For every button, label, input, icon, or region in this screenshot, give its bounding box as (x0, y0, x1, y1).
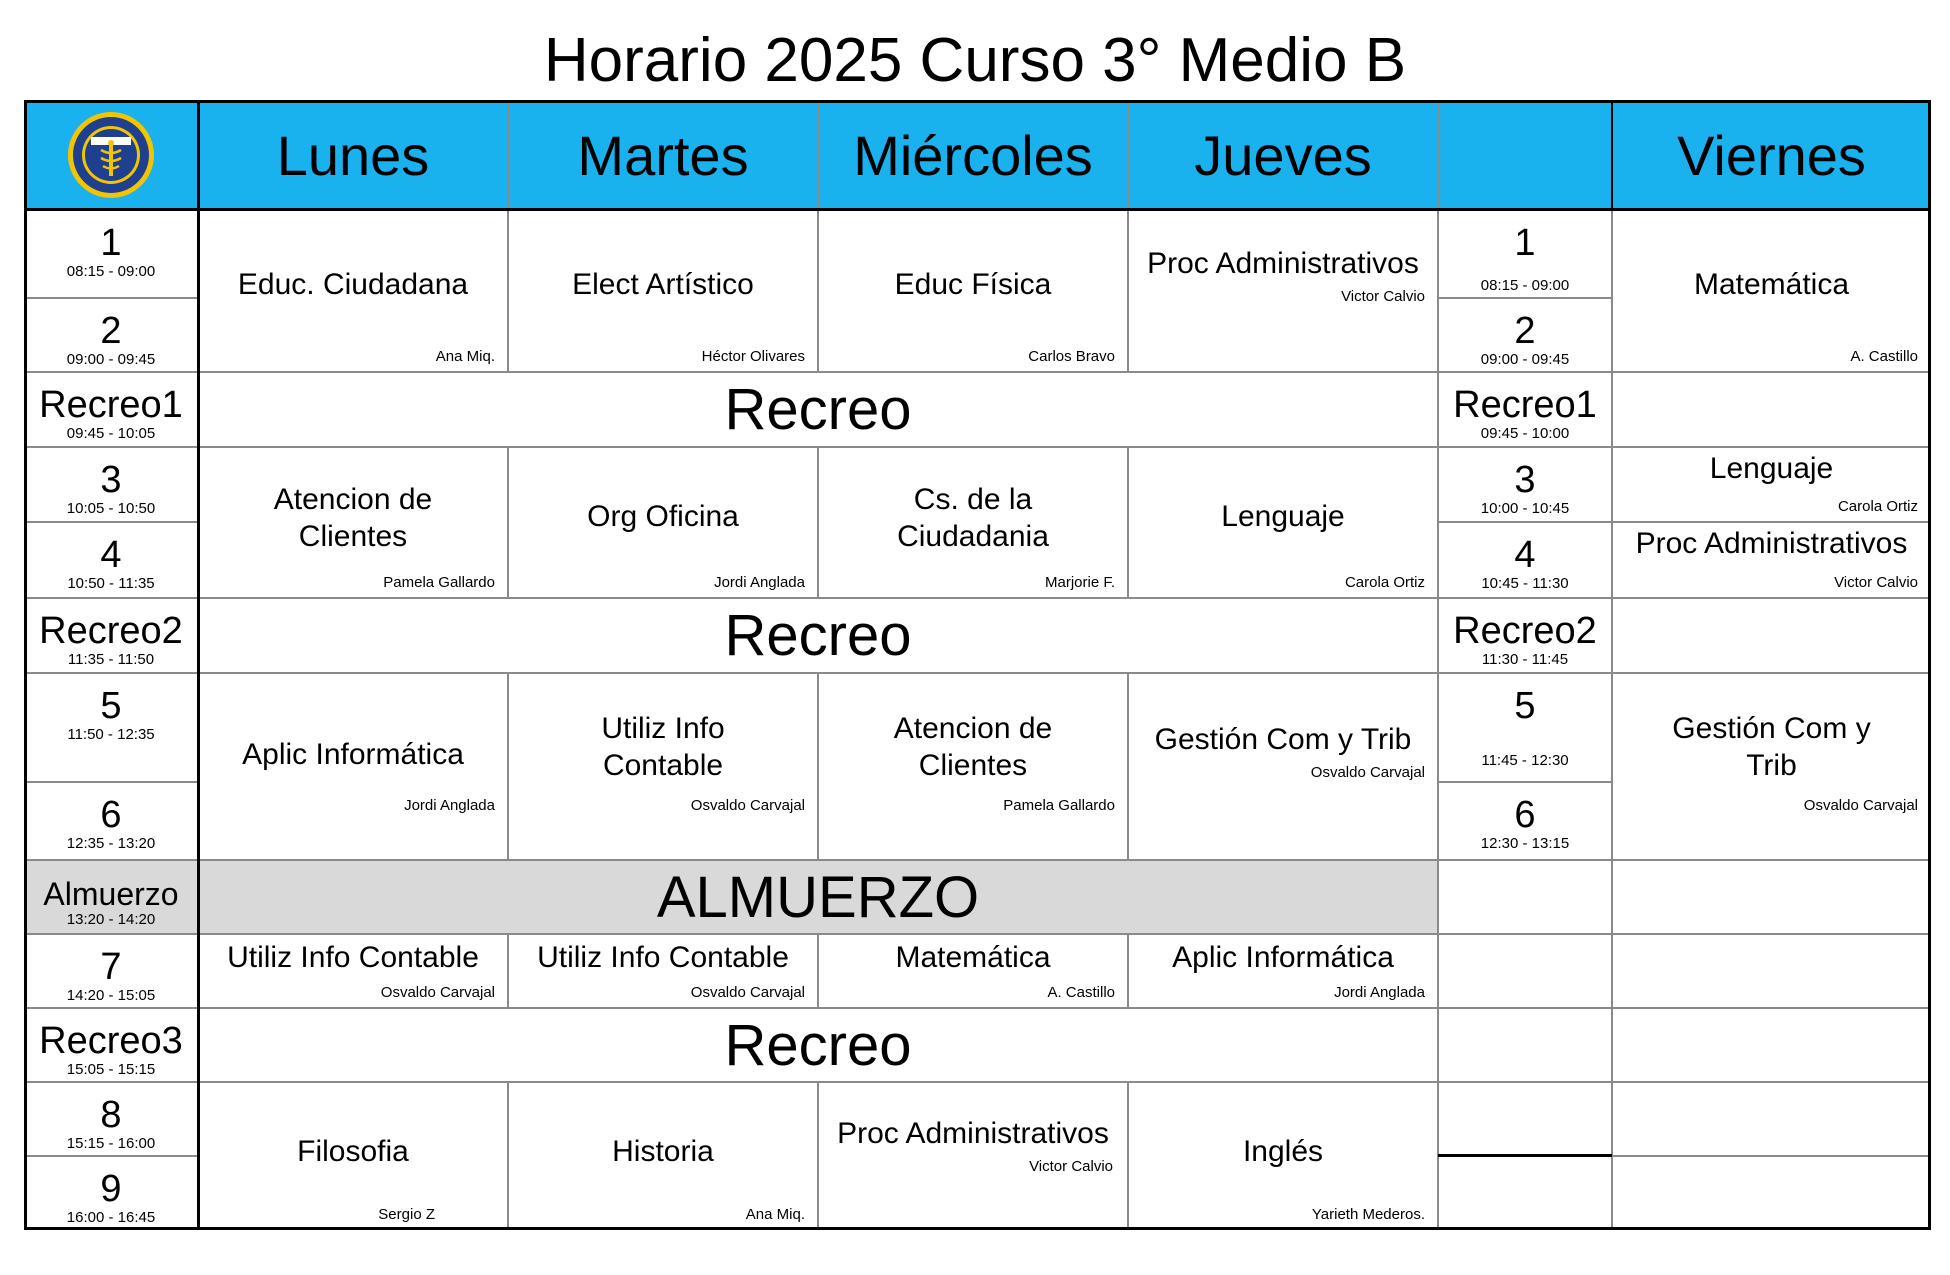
period-label: 5 (100, 685, 122, 727)
teacher-name: Carlos Bravo (1028, 348, 1115, 365)
empty-cell (1438, 1156, 1612, 1230)
period-cell (24, 298, 198, 372)
subject-name: Elect Artístico (572, 267, 754, 301)
period-cell (24, 934, 198, 1008)
subject-name: Org Oficina (587, 500, 739, 533)
schedule-table (24, 100, 1931, 1230)
empty-cell (1438, 934, 1612, 1008)
subject-name: Proc Administrativos (837, 1117, 1109, 1150)
subject-name: Educ. Ciudadana (237, 267, 469, 301)
subject-name: Educ Física (894, 267, 1052, 301)
friday-break-cell (1438, 598, 1612, 673)
teacher-name: Carola Ortiz (1344, 574, 1425, 591)
subject-name: Utiliz Info Contable (227, 941, 479, 974)
period-time: 11:35 - 11:50 (67, 651, 155, 668)
empty-cell (1612, 1082, 1931, 1156)
teacher-name: A. Castillo (1047, 984, 1115, 1001)
teacher-name: Pamela Gallardo (1003, 797, 1115, 814)
break-period-cell (24, 372, 198, 447)
class-cell-lunes (198, 447, 508, 598)
period-time: 13:20 - 14:20 (66, 911, 156, 928)
class-cell-lunes (198, 1082, 508, 1230)
class-cell-viernes (1612, 522, 1931, 598)
class-cell-miercoles (818, 210, 1128, 372)
subject-name: Aplic Informática (1172, 941, 1394, 974)
recreo-1-banner: Recreo (198, 372, 1438, 447)
divider-line (197, 100, 200, 1230)
class-cell-viernes (1612, 210, 1931, 372)
teacher-name: Jordi Anglada (714, 574, 805, 591)
period-time: 10:45 - 11:30 (1481, 575, 1569, 592)
subject-name: Filosofia (297, 1134, 409, 1168)
period-time: 11:45 - 12:30 (1481, 752, 1569, 769)
period-time: 08:15 - 09:00 (66, 263, 156, 280)
period-label: 4 (100, 534, 122, 576)
teacher-name: Sergio Z (378, 1206, 435, 1223)
teacher-name: A. Castillo (1850, 348, 1918, 365)
friday-break-cell (1438, 372, 1612, 447)
break-period-cell (24, 1008, 198, 1082)
teacher-name: Jordi Anglada (404, 797, 495, 814)
break-period-cell (24, 598, 198, 673)
class-cell-martes (508, 934, 818, 1008)
subject-name: Cs. de la Ciudadania (897, 482, 1049, 553)
period-label: 3 (1514, 459, 1536, 501)
teacher-name: Osvaldo Carvajal (690, 797, 805, 814)
subject-name: Proc Administrativos (1635, 527, 1908, 560)
period-label: 9 (100, 1168, 122, 1210)
period-label: 1 (100, 222, 122, 264)
class-cell-jueves (1128, 934, 1438, 1008)
class-cell-miercoles (818, 447, 1128, 598)
friday-period-cell (1438, 673, 1612, 782)
teacher-name: Carola Ortiz (1837, 498, 1918, 515)
subject-name: Matemática (1693, 267, 1850, 301)
class-cell-lunes (198, 210, 508, 372)
class-cell-jueves (1128, 210, 1438, 372)
period-label: Recreo3 (39, 1020, 183, 1062)
class-cell-martes (508, 210, 818, 372)
teacher-name: Victor Calvio (1834, 574, 1918, 591)
teacher-name: Ana Miq. (745, 1206, 805, 1223)
class-cell-martes (508, 1082, 818, 1230)
subject-name: Matemática (895, 941, 1051, 974)
period-time: 15:05 - 15:15 (66, 1061, 156, 1078)
period-label: 1 (1514, 222, 1536, 264)
empty-cell (1438, 860, 1612, 934)
subject-name: Lenguaje (1221, 500, 1345, 533)
teacher-name: Yarieth Mederos. (1311, 1206, 1425, 1223)
header-jueves: Jueves (1128, 100, 1438, 210)
period-time: 15:15 - 16:00 (66, 1135, 156, 1152)
teacher-name: Marjorie F. (1044, 574, 1115, 591)
class-cell-lunes (198, 673, 508, 860)
period-label: Recreo2 (39, 610, 183, 652)
period-time: 16:00 - 16:45 (66, 1209, 156, 1226)
subject-name: Gestión Com y Trib (1154, 723, 1412, 756)
header-viernes: Viernes (1612, 100, 1931, 210)
lunch-period-cell (24, 860, 198, 934)
class-cell-viernes (1612, 673, 1931, 860)
friday-period-cell (1438, 522, 1612, 598)
period-time: 09:00 - 09:45 (66, 351, 156, 368)
period-label: 3 (100, 459, 122, 501)
period-label: 7 (100, 946, 122, 988)
period-label: 6 (100, 794, 122, 836)
period-time: 12:30 - 13:15 (1480, 835, 1570, 852)
period-time: 14:20 - 15:05 (66, 987, 156, 1004)
period-label: 2 (100, 310, 122, 352)
period-label: 2 (1514, 310, 1536, 352)
period-time: 11:50 - 12:35 (67, 726, 155, 743)
period-label: Almuerzo (43, 876, 179, 912)
empty-cell (1438, 1008, 1612, 1082)
teacher-name: Osvaldo Carvajal (380, 984, 495, 1001)
period-cell (24, 522, 198, 598)
period-cell (24, 1156, 198, 1230)
empty-cell (1612, 598, 1931, 673)
period-time: 12:35 - 13:20 (66, 835, 156, 852)
teacher-name: Osvaldo Carvajal (690, 984, 805, 1001)
empty-cell (1612, 1008, 1931, 1082)
period-time: 09:45 - 10:05 (66, 425, 156, 442)
subject-name: Utiliz Info Contable (537, 941, 789, 974)
empty-cell (1612, 934, 1931, 1008)
period-time: 10:50 - 11:35 (67, 575, 155, 592)
page-title: Horario 2025 Curso 3° Medio B (543, 26, 1407, 95)
period-time: 09:45 - 10:00 (1480, 425, 1570, 442)
period-label: 4 (1514, 534, 1536, 576)
subject-name: Proc Administrativos (1147, 247, 1419, 280)
header-friday-time (1438, 100, 1612, 210)
empty-cell (1612, 860, 1931, 934)
teacher-name: Pamela Gallardo (383, 574, 495, 591)
logo-cell (24, 100, 198, 210)
teacher-name: Jordi Anglada (1334, 984, 1425, 1001)
period-time: 08:15 - 09:00 (1480, 277, 1570, 294)
period-cell (24, 782, 198, 860)
period-time: 09:00 - 09:45 (1480, 351, 1570, 368)
empty-cell (1612, 372, 1931, 447)
divider-line (1438, 1154, 1612, 1157)
period-cell (24, 447, 198, 522)
friday-period-cell (1438, 782, 1612, 860)
class-cell-martes (508, 447, 818, 598)
friday-period-cell (1438, 210, 1612, 298)
class-cell-lunes (198, 934, 508, 1008)
empty-cell (1612, 1156, 1931, 1230)
header-martes: Martes (508, 100, 818, 210)
period-cell (24, 673, 198, 782)
class-cell-jueves (1128, 447, 1438, 598)
subject-name: Atencion de Clientes (273, 482, 433, 553)
class-cell-miercoles (818, 934, 1128, 1008)
divider-line (1611, 100, 1613, 210)
recreo-3-banner: Recreo (198, 1008, 1438, 1082)
period-label: Recreo2 (1453, 610, 1597, 652)
class-cell-martes (508, 673, 818, 860)
period-time: 10:05 - 10:50 (66, 500, 156, 517)
friday-period-cell (1438, 298, 1612, 372)
subject-name: Utiliz Info Contable (601, 711, 725, 782)
class-cell-viernes (1612, 447, 1931, 522)
subject-name: Aplic Informática (242, 738, 464, 771)
class-cell-jueves (1128, 1082, 1438, 1230)
teacher-name: Victor Calvio (1341, 288, 1425, 305)
period-label: Recreo1 (39, 384, 183, 426)
class-cell-miercoles (818, 673, 1128, 860)
empty-cell (1438, 1082, 1612, 1156)
teacher-name: Victor Calvio (1029, 1158, 1113, 1175)
recreo-2-banner: Recreo (198, 598, 1438, 673)
class-cell-jueves (1128, 673, 1438, 860)
divider-line (24, 208, 1931, 211)
class-cell-miercoles (818, 1082, 1128, 1230)
subject-name: Historia (612, 1134, 714, 1168)
period-time: 11:30 - 11:45 (1481, 651, 1569, 668)
teacher-name: Osvaldo Carvajal (1310, 764, 1425, 781)
subject-name: Inglés (1242, 1134, 1324, 1168)
period-label: 8 (100, 1094, 122, 1136)
subject-name: Lenguaje (1709, 452, 1834, 485)
friday-period-cell (1438, 447, 1612, 522)
subject-name: Atencion de Clientes (893, 711, 1053, 782)
period-cell (24, 210, 198, 298)
almuerzo-banner: ALMUERZO (198, 860, 1438, 934)
subject-name: Gestión Com y Trib (1672, 711, 1871, 782)
period-label: Recreo1 (1453, 384, 1597, 426)
school-logo (66, 110, 156, 200)
header-lunes: Lunes (198, 100, 508, 210)
teacher-name: Héctor Olivares (701, 348, 805, 365)
header-miercoles: Miércoles (818, 100, 1128, 210)
teacher-name: Ana Miq. (435, 348, 495, 365)
period-label: 6 (1514, 794, 1536, 836)
period-label: 5 (1514, 685, 1536, 727)
period-time: 10:00 - 10:45 (1480, 500, 1570, 517)
teacher-name: Osvaldo Carvajal (1803, 797, 1918, 814)
period-cell (24, 1082, 198, 1156)
